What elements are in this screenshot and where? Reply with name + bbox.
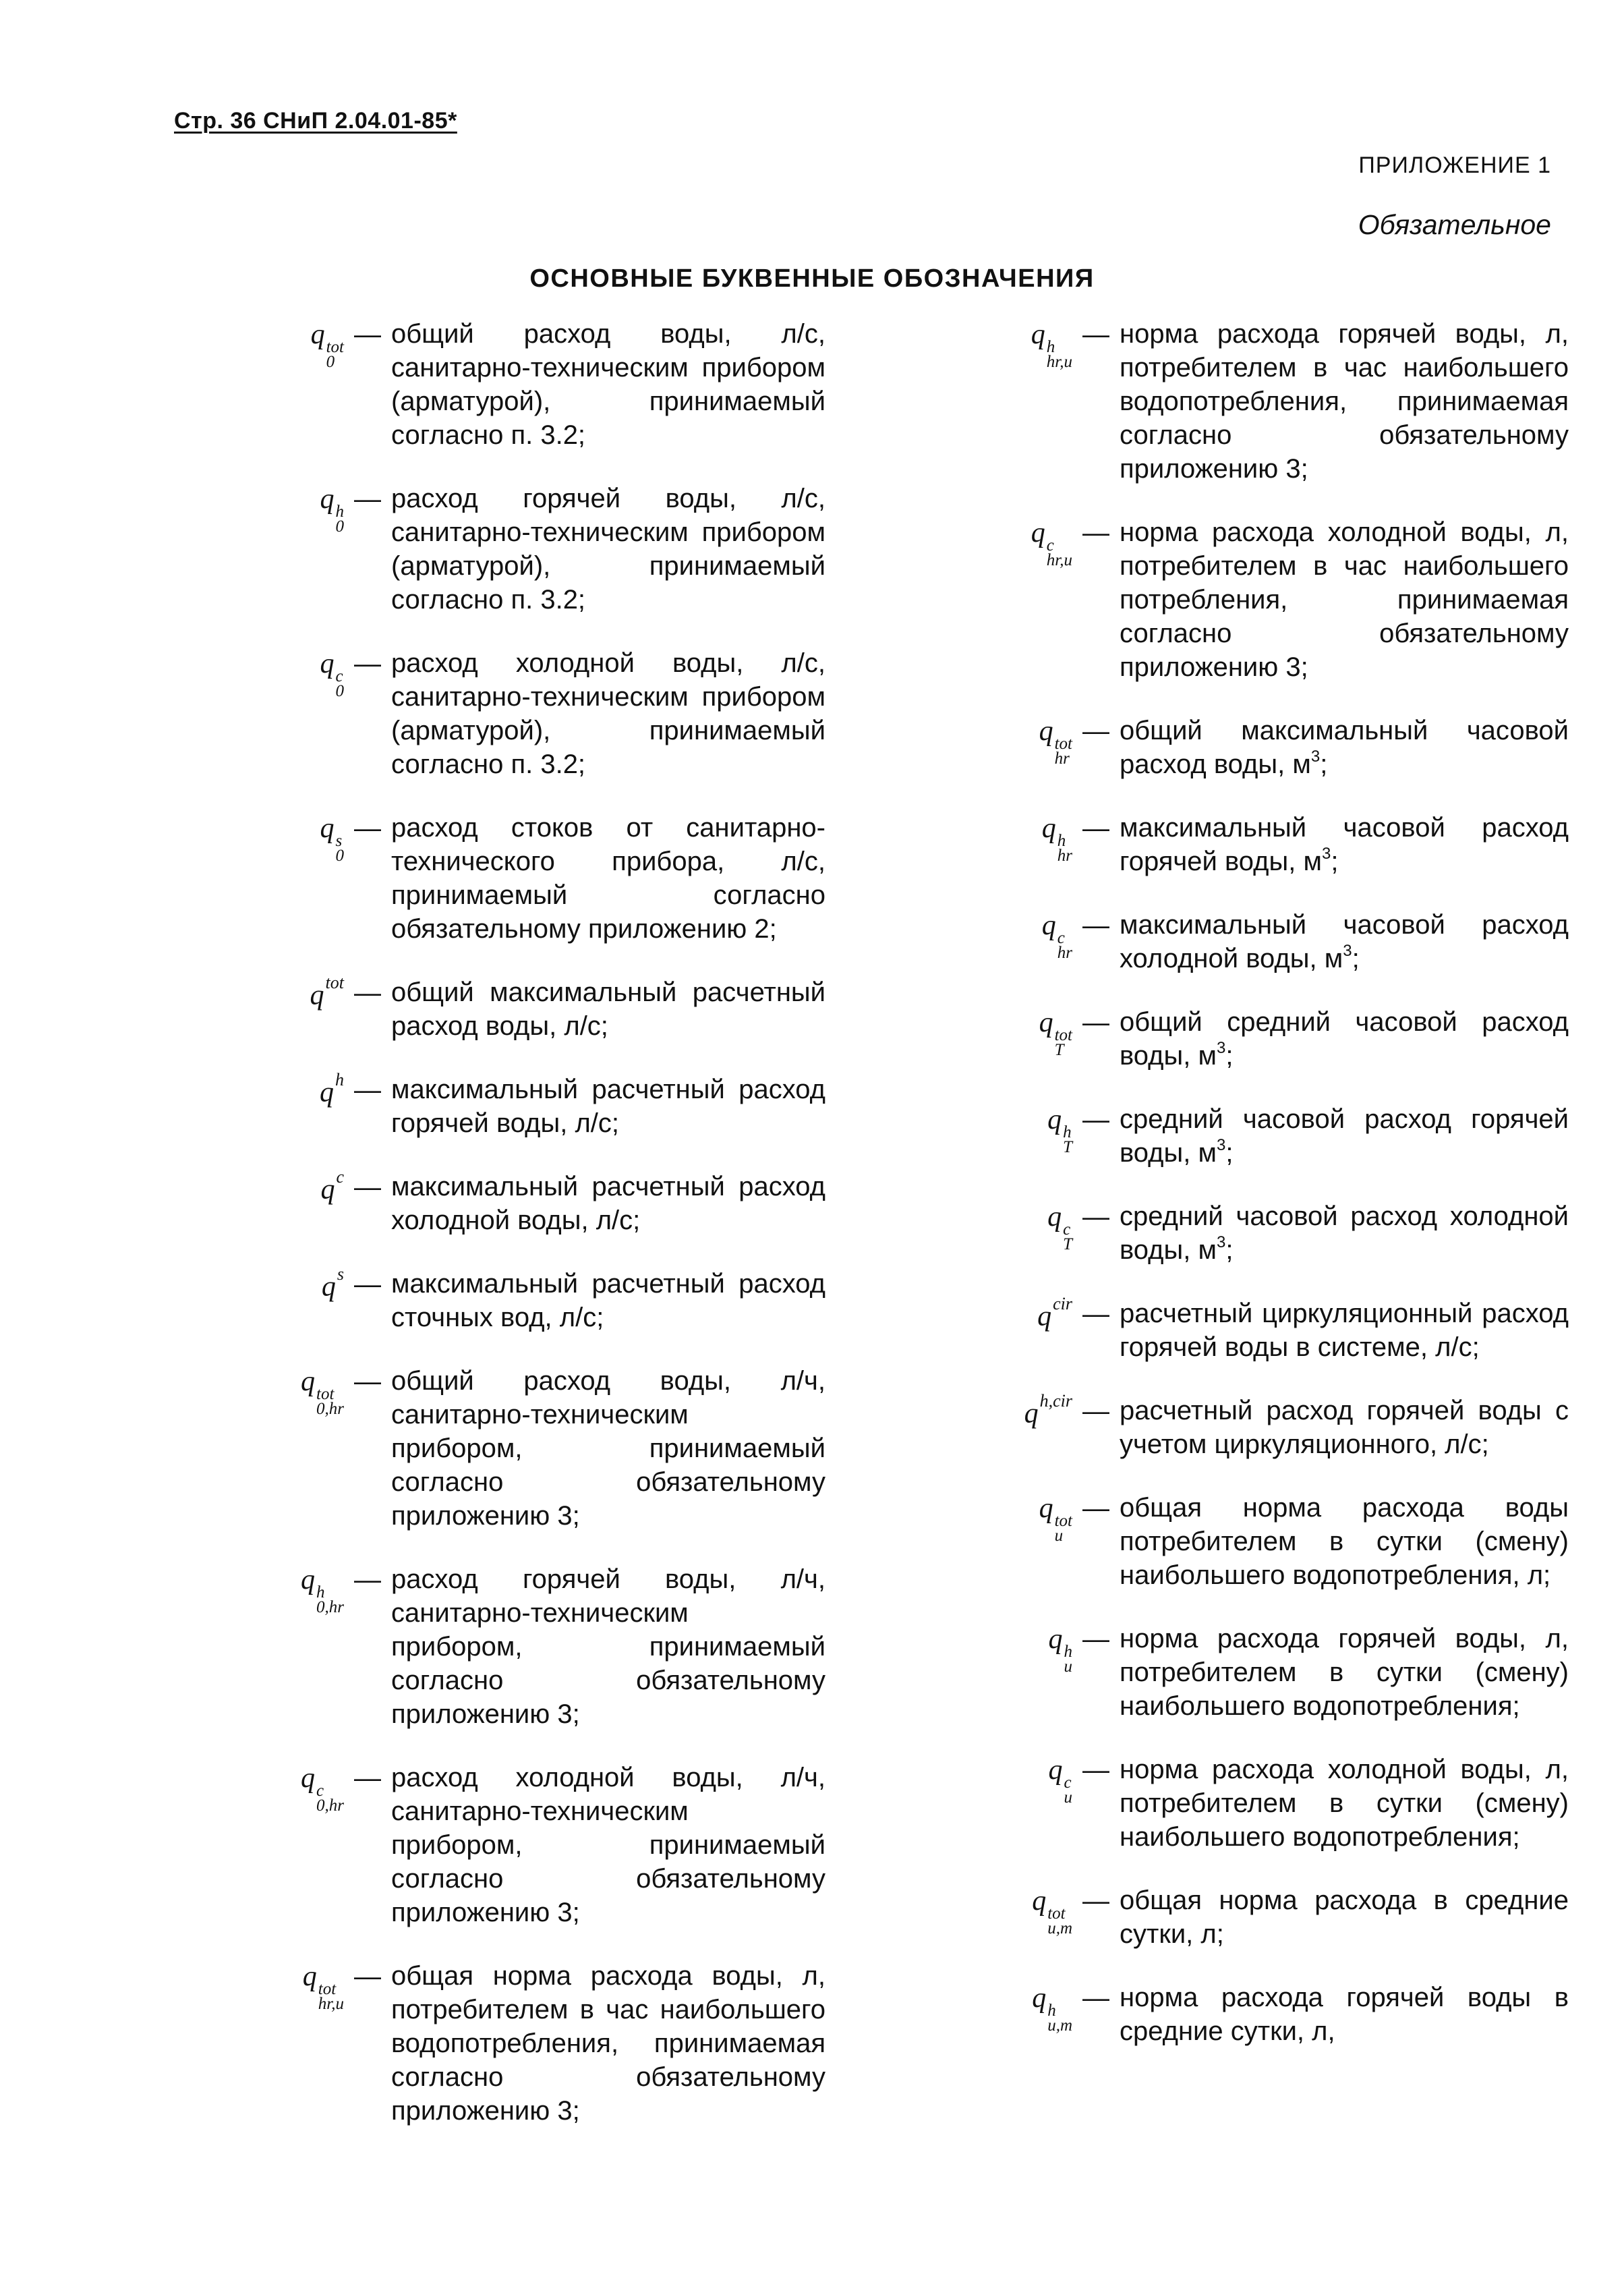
symbol-indices — [1063, 1222, 1072, 1252]
definition-text: расход стоков от санитарно-технического прибора, л/с, принимаемый согласно обязательному приложению 2; — [391, 813, 825, 944]
symbol — [951, 1199, 1072, 1252]
symbol — [229, 1167, 344, 1207]
definition-entry — [951, 1491, 1569, 1592]
em-dash: — — [354, 1565, 381, 1595]
symbol-subscript: hr — [1057, 944, 1072, 963]
symbol-subscript: u — [1064, 1658, 1072, 1676]
symbol-base: q — [1031, 319, 1045, 350]
symbol-indices — [1047, 538, 1072, 568]
symbol-subscript: 0 — [335, 517, 344, 536]
em-dash: — — [1082, 1886, 1109, 1916]
definition-text: расчетный расход горячей воды с учетом циркуляционного, л/с; — [1120, 1396, 1569, 1459]
symbol — [951, 1981, 1072, 2033]
symbol-superscript: c — [335, 667, 343, 686]
symbol-superscript: h — [1047, 2002, 1056, 2020]
definition-text: норма расхода горячей воды, л, потребителем в час наибольшего водопотребления, принимаемая согласно обязательному приложению 3; — [1120, 319, 1569, 484]
symbol — [229, 1070, 344, 1110]
symbol-base: q — [1031, 517, 1045, 548]
symbol-base: q — [301, 1366, 316, 1397]
symbol — [229, 1562, 344, 1615]
symbol — [951, 1753, 1072, 1805]
definition-entry — [951, 1753, 1569, 1854]
symbol-base: q — [1048, 1624, 1063, 1655]
definition-entry — [229, 1264, 825, 1334]
symbol — [229, 1364, 344, 1417]
cubic-superscript: 3 — [1310, 747, 1321, 766]
symbol-indices — [336, 505, 345, 534]
definition-text: норма расхода холодной воды, л, потребителем в час наибольшего потребления, принимаемая согласно обязательному приложению 3; — [1120, 517, 1569, 682]
definition-text: максимальный расчетный расход холодной воды, л/с; — [391, 1172, 825, 1235]
symbol-base: q — [1048, 1755, 1063, 1786]
definition-entry — [951, 1391, 1569, 1461]
symbol-indices — [1047, 340, 1072, 370]
left-column — [229, 317, 825, 2157]
definition-text: расход холодной воды, л/ч, санитарно-техническим прибором, принимаемый согласно обязательному приложению 3; — [391, 1763, 825, 1927]
appendix-label: ПРИЛОЖЕНИЕ 1 — [1358, 152, 1551, 178]
symbol-subscript: 0,hr — [316, 1598, 344, 1617]
symbol-superscript: h — [316, 1583, 325, 1602]
symbol-base: q — [320, 813, 335, 844]
definition-text: максимальный расчетный расход сточных вод, л/с; — [391, 1269, 825, 1332]
symbol-base: q — [1024, 1398, 1039, 1429]
symbol-superscript: tot — [316, 1385, 335, 1404]
em-dash: — — [1082, 1494, 1109, 1523]
symbol-indices — [1055, 737, 1072, 766]
cubic-superscript: 3 — [1321, 845, 1331, 863]
em-dash: — — [354, 978, 381, 1008]
symbol-indices — [326, 340, 344, 370]
symbol — [951, 1883, 1072, 1936]
em-dash: — — [354, 320, 381, 349]
definition-entry — [951, 714, 1569, 781]
definition-text: расход горячей воды, л/ч, санитарно-техническим прибором, принимаемый согласно обязательному приложению 3; — [391, 1564, 825, 1729]
definition-entry — [229, 482, 825, 617]
em-dash: — — [354, 1763, 381, 1793]
definition-text: средний часовой расход холодной воды, $м^3$; — [1120, 1201, 1569, 1265]
symbol-base: q — [310, 319, 325, 350]
em-dash: — — [354, 1367, 381, 1396]
definition-entry — [951, 515, 1569, 684]
definition-entry — [229, 1959, 825, 2128]
symbol-subscript: 0 — [335, 847, 344, 866]
symbol-subscript: T — [1054, 1041, 1064, 1060]
symbol — [951, 811, 1072, 866]
symbol-subscript: hr — [1054, 749, 1070, 768]
symbol-base: q — [1039, 716, 1053, 747]
symbol-base: q — [1039, 1493, 1053, 1524]
symbol-base: q — [321, 1271, 336, 1303]
em-dash: — — [1082, 1105, 1109, 1135]
em-dash: — — [1082, 1755, 1109, 1785]
symbol — [951, 1491, 1072, 1546]
cubic-superscript: 3 — [1216, 1233, 1226, 1252]
definition-text: средний часовой расход горячей воды, $м^3$; — [1120, 1104, 1569, 1168]
symbol-base: q — [302, 1961, 317, 1992]
symbol-base: q — [1041, 813, 1056, 844]
symbol-superscript: h — [1064, 1643, 1072, 1662]
definition-entry — [229, 1761, 825, 1929]
symbol-subscript: T — [1063, 1138, 1072, 1157]
definition-text: максимальный часовой расход горячей воды, $м^3$; — [1120, 813, 1569, 876]
em-dash: — — [354, 814, 381, 843]
symbol-base: q — [320, 484, 335, 515]
symbol-base: q — [1041, 910, 1056, 941]
definition-entry — [229, 1167, 825, 1237]
symbol-superscript: tot — [1054, 735, 1072, 754]
symbol-indices — [316, 1585, 344, 1615]
definition-text: общий средний часовой расход воды, $м^3$; — [1120, 1007, 1569, 1071]
symbol-subscript: u — [1054, 1527, 1064, 1546]
em-dash: — — [1082, 1624, 1109, 1654]
definition-entry — [951, 908, 1569, 975]
symbol-base: q — [320, 1077, 334, 1108]
definition-entry — [951, 317, 1569, 486]
symbol — [229, 811, 344, 866]
symbol-superscript: c — [1046, 536, 1054, 555]
cubic-superscript: 3 — [1343, 942, 1352, 961]
symbol-superscript: h — [335, 503, 344, 521]
symbol — [951, 515, 1072, 568]
em-dash: — — [1082, 518, 1109, 548]
definition-entry — [951, 1883, 1569, 1951]
symbol-superscript: tot — [326, 338, 344, 357]
symbol-subscript: u,m — [1047, 2016, 1072, 2035]
symbol — [229, 1761, 344, 1813]
definition-text: норма расхода холодной воды, л, потребителем в сутки (смену) наибольшего водопотребления; — [1120, 1755, 1569, 1852]
symbol — [951, 1622, 1072, 1674]
definition-entry — [951, 1199, 1569, 1267]
definition-text: максимальный расчетный расход горячей воды, л/с; — [391, 1075, 825, 1138]
symbol-indices — [335, 832, 345, 866]
definition-text: общая норма расхода воды, л, потребителем в час наибольшего водопотребления, принимаемая согласно обязательному приложению 3; — [391, 1961, 825, 2126]
definition-entry — [951, 811, 1569, 878]
definition-entry — [229, 1562, 825, 1731]
definition-entry — [229, 646, 825, 781]
symbol-superscript: c — [1063, 1220, 1071, 1239]
definition-text: максимальный часовой расход холодной воды, $м^3$; — [1120, 910, 1569, 973]
mandatory-label: Обязательное — [1358, 209, 1551, 240]
symbol-indices — [1064, 1776, 1073, 1805]
definition-entry — [951, 1622, 1569, 1723]
symbol-indices — [1064, 1645, 1073, 1674]
em-dash: — — [1082, 1396, 1109, 1426]
symbol-indices — [1055, 1028, 1072, 1058]
symbol-superscript: c — [316, 1782, 324, 1801]
definition-text: общий максимальный расчетный расход воды, л/с; — [391, 978, 825, 1041]
symbol-superscript: h,cir — [1039, 1391, 1072, 1411]
symbol — [951, 1391, 1072, 1431]
definition-text: расход холодной воды, л/с, санитарно-техническим прибором (арматурой), принимаемый согласно п. 3.2; — [391, 648, 825, 779]
em-dash: — — [1082, 814, 1109, 843]
symbol-subscript: 0,hr — [316, 1796, 344, 1815]
symbol-base: q — [1032, 1983, 1047, 2014]
symbol — [229, 1959, 344, 2012]
symbol-indices — [1057, 832, 1072, 866]
definition-entry — [229, 975, 825, 1043]
em-dash: — — [354, 1962, 381, 1991]
definition-text: общий расход воды, л/ч, санитарно-техническим прибором, принимаемый согласно обязательному приложению 3; — [391, 1366, 825, 1531]
symbol-superscript: h — [335, 1070, 344, 1089]
symbol-indices — [1054, 1512, 1072, 1546]
em-dash: — — [354, 1172, 381, 1202]
right-column — [951, 317, 1569, 2078]
definition-entry — [229, 1070, 825, 1140]
symbol-base: q — [320, 648, 335, 679]
symbol — [951, 908, 1072, 961]
definition-entry — [951, 1294, 1569, 1364]
symbol-superscript: s — [335, 832, 343, 851]
symbol-subscript: 0,hr — [316, 1400, 344, 1419]
symbol-superscript: tot — [1047, 1904, 1066, 1923]
symbol-indices — [1063, 1125, 1072, 1155]
definition-text: норма расхода горячей воды, л, потребителем в сутки (смену) наибольшего водопотребления; — [1120, 1624, 1569, 1721]
definition-entry — [229, 317, 825, 452]
symbol-subscript: T — [1063, 1235, 1072, 1254]
symbol-indices — [318, 1982, 344, 2012]
symbol-indices — [1047, 1906, 1072, 1936]
definition-entry — [951, 1005, 1569, 1073]
symbol-subscript: hr,u — [318, 1995, 344, 2014]
definition-text: расчетный циркуляционный расход горячей воды в системе, л/с; — [1120, 1299, 1569, 1362]
symbol-subscript: 0 — [335, 682, 344, 701]
em-dash: — — [1082, 911, 1109, 940]
symbol-superscript: s — [337, 1264, 344, 1284]
symbol-superscript: c — [1064, 1774, 1072, 1792]
cubic-superscript: 3 — [1216, 1039, 1226, 1058]
symbol-superscript: c — [336, 1167, 344, 1187]
symbol-superscript: h — [1057, 832, 1066, 851]
symbol — [951, 1102, 1072, 1155]
cubic-superscript: 3 — [1216, 1136, 1226, 1155]
symbol-subscript: 0 — [326, 353, 335, 372]
symbol — [229, 1264, 344, 1304]
symbol — [229, 975, 344, 1013]
symbol-superscript: c — [1057, 929, 1065, 948]
symbol-superscript: tot — [325, 973, 344, 992]
symbol-subscript: u — [1064, 1788, 1072, 1807]
section-title: ОСНОВНЫЕ БУКВЕННЫЕ ОБОЗНАЧЕНИЯ — [529, 264, 1095, 293]
symbol-indices — [316, 1387, 344, 1417]
symbol-subscript: hr — [1057, 847, 1072, 866]
symbol-indices — [336, 669, 345, 699]
symbol — [229, 646, 344, 699]
symbol — [951, 714, 1072, 766]
definition-text: норма расхода горячей воды в средние сутки, л, — [1120, 1983, 1569, 2046]
symbol-base: q — [1037, 1301, 1052, 1332]
definition-text: общий максимальный часовой расход воды, $м^3$; — [1120, 716, 1569, 779]
em-dash: — — [1082, 716, 1109, 746]
symbol-base: q — [1032, 1886, 1047, 1917]
symbol — [229, 482, 344, 534]
symbol-base: q — [1047, 1201, 1062, 1232]
symbol — [229, 317, 344, 370]
definition-entry — [951, 1981, 1569, 2048]
symbol — [951, 1005, 1072, 1058]
definition-text: расход горячей воды, л/с, санитарно-техническим прибором (арматурой), принимаемый согласно п. 3.2; — [391, 484, 825, 615]
symbol-base: q — [1047, 1104, 1062, 1135]
symbol-indices — [1047, 2004, 1072, 2033]
definition-text: общая норма расхода в средние сутки, л; — [1120, 1886, 1569, 1949]
symbol-indices — [316, 1784, 344, 1813]
symbol-superscript: tot — [318, 1980, 337, 1999]
em-dash: — — [1082, 1202, 1109, 1232]
symbol-superscript: h — [1063, 1123, 1072, 1142]
symbol-base: q — [320, 1174, 335, 1206]
em-dash: — — [354, 1270, 381, 1299]
symbol-superscript: h — [1046, 338, 1055, 357]
definition-entry — [229, 811, 825, 946]
definition-text: общая норма расхода воды потребителем в сутки (смену) наибольшего водопотребления, л; — [1120, 1493, 1569, 1590]
em-dash: — — [354, 484, 381, 514]
em-dash: — — [1082, 1299, 1109, 1329]
symbol-base: q — [310, 980, 324, 1011]
em-dash: — — [1082, 1983, 1109, 2013]
symbol-superscript: cir — [1053, 1294, 1072, 1313]
symbol-base: q — [301, 1763, 316, 1794]
symbol-subscript: hr,u — [1046, 353, 1072, 372]
symbol-base: q — [1039, 1007, 1053, 1038]
symbol-base: q — [301, 1564, 316, 1595]
em-dash: — — [1082, 1008, 1109, 1038]
definition-entry — [229, 1364, 825, 1533]
symbol-subscript: u,m — [1047, 1919, 1072, 1938]
definition-text: общий расход воды, л/с, санитарно-техническим прибором (арматурой), принимаемый согласно п. 3.2; — [391, 319, 825, 450]
em-dash: — — [1082, 320, 1109, 349]
symbol-superscript: tot — [1054, 1512, 1072, 1531]
em-dash: — — [354, 649, 381, 679]
symbol — [951, 317, 1072, 370]
symbol-subscript: hr,u — [1046, 551, 1072, 570]
symbol-superscript: tot — [1054, 1026, 1072, 1045]
em-dash: — — [354, 1075, 381, 1105]
symbol-indices — [1057, 931, 1072, 961]
running-header: Стр. 36 СНиП 2.04.01-85* — [174, 108, 457, 134]
symbol — [951, 1294, 1072, 1334]
definition-entry — [951, 1102, 1569, 1170]
